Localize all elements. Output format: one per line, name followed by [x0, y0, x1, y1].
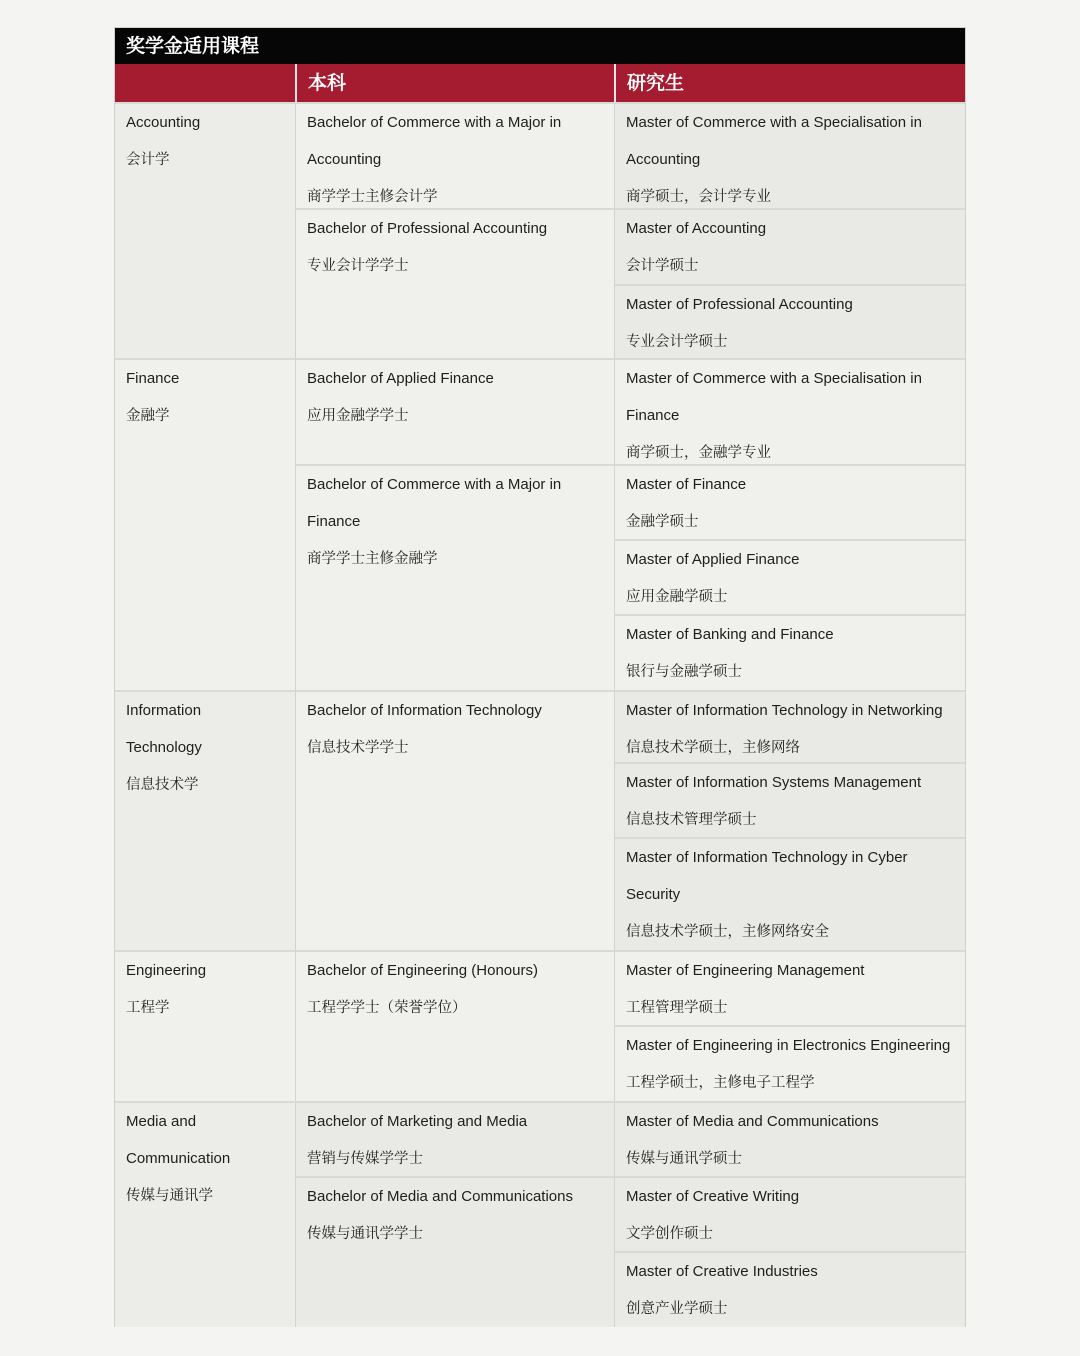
postgraduate-course-text: 信息技术管理学硕士 [626, 812, 757, 828]
postgraduate-course-cell [614, 102, 965, 208]
postgraduate-course-text: 信息技术学硕士，主修网络安全 [626, 924, 829, 940]
undergraduate-course-text: Bachelor of Professional Accounting [307, 220, 548, 237]
postgraduate-course-cell [614, 208, 965, 284]
category-text: Media and [126, 1113, 197, 1130]
postgraduate-course-text: Accounting [626, 151, 701, 168]
postgraduate-course-cell [614, 1101, 965, 1176]
undergraduate-course-cell [295, 208, 614, 358]
undergraduate-course-cell [295, 358, 614, 464]
undergraduate-course-text: 应用金融学学士 [307, 408, 409, 424]
undergraduate-course-cell [295, 102, 614, 208]
undergraduate-course-text: Bachelor of Commerce with a Major in [307, 476, 562, 493]
postgraduate-course-text: Master of Media and Communications [626, 1113, 879, 1130]
postgraduate-course-text: 传媒与通讯学硕士 [626, 1151, 742, 1167]
postgraduate-course-cell [614, 1176, 965, 1251]
category-text: Communication [126, 1150, 231, 1167]
header-postgraduate: 研究生 [614, 64, 965, 102]
postgraduate-course-text: 金融学硕士 [626, 514, 699, 530]
undergraduate-course-text: Accounting [307, 151, 382, 168]
undergraduate-course-text: 传媒与通讯学学士 [307, 1226, 423, 1242]
postgraduate-course-text: Finance [626, 407, 680, 424]
postgraduate-course-cell [614, 539, 965, 614]
undergraduate-course-text: Bachelor of Media and Communications [307, 1188, 573, 1205]
postgraduate-course-text: Master of Information Systems Management [626, 774, 922, 791]
undergraduate-course-text: 专业会计学学士 [307, 258, 409, 274]
postgraduate-course-text: Master of Finance [626, 476, 747, 493]
undergraduate-course-text: Bachelor of Marketing and Media [307, 1113, 528, 1130]
postgraduate-course-text: 工程学硕士，主修电子工程学 [626, 1075, 815, 1091]
undergraduate-course-text: 商学学士主修金融学 [307, 551, 438, 567]
header-undergraduate: 本科 [295, 64, 614, 102]
postgraduate-course-text: 专业会计学硕士 [626, 334, 728, 350]
undergraduate-course-cell [295, 1176, 614, 1327]
undergraduate-course-cell [295, 464, 614, 690]
postgraduate-course-text: Master of Applied Finance [626, 551, 800, 568]
category-text: Engineering [126, 962, 207, 979]
table-title: 奖学金适用课程 [115, 28, 965, 64]
category-text: 信息技术学 [126, 777, 199, 793]
header-category [115, 64, 295, 102]
undergraduate-course-cell [295, 950, 614, 1101]
postgraduate-course-text: Security [626, 886, 681, 903]
undergraduate-course-text: Bachelor of Commerce with a Major in [307, 114, 562, 131]
postgraduate-course-text: Master of Professional Accounting [626, 296, 853, 313]
postgraduate-course-cell [614, 614, 965, 690]
postgraduate-course-text: 银行与金融学硕士 [626, 664, 742, 680]
postgraduate-course-text: Master of Commerce with a Specialisation in [626, 114, 922, 131]
postgraduate-course-text: Master of Commerce with a Specialisation in [626, 370, 922, 387]
undergraduate-course-text: 商学学士主修会计学 [307, 189, 438, 205]
category-cell [115, 1101, 295, 1327]
postgraduate-course-text: Master of Information Technology in Cyber [626, 849, 908, 866]
undergraduate-course-text: Bachelor of Engineering (Honours) [307, 962, 538, 979]
postgraduate-course-text: 信息技术学硕士，主修网络 [626, 740, 800, 756]
postgraduate-course-text: Master of Creative Writing [626, 1188, 800, 1205]
scholarship-courses-table [114, 27, 966, 1327]
postgraduate-course-cell [614, 837, 965, 950]
undergraduate-course-cell [295, 690, 614, 950]
category-text: Information [126, 702, 202, 719]
undergraduate-course-cell [295, 1101, 614, 1176]
postgraduate-course-cell [614, 464, 965, 539]
postgraduate-course-text: Master of Banking and Finance [626, 626, 834, 643]
postgraduate-course-cell [614, 1025, 965, 1101]
postgraduate-course-text: 商学硕士，会计学专业 [626, 189, 771, 205]
postgraduate-course-text: Master of Information Technology in Networking [626, 702, 943, 719]
category-text: Finance [126, 370, 180, 387]
postgraduate-course-cell [614, 284, 965, 358]
category-cell [115, 358, 295, 690]
postgraduate-course-cell [614, 950, 965, 1025]
postgraduate-course-text: 文学创作硕士 [626, 1226, 713, 1242]
category-text: 会计学 [126, 152, 170, 168]
postgraduate-course-text: 商学硕士，金融学专业 [626, 445, 771, 461]
undergraduate-course-text: Bachelor of Applied Finance [307, 370, 494, 387]
postgraduate-course-cell [614, 358, 965, 464]
postgraduate-course-text: 工程管理学硕士 [626, 1000, 728, 1016]
postgraduate-course-text: Master of Creative Industries [626, 1263, 818, 1280]
postgraduate-course-text: 创意产业学硕士 [626, 1301, 728, 1317]
postgraduate-course-cell [614, 1251, 965, 1327]
postgraduate-course-text: Master of Accounting [626, 220, 767, 237]
category-text: 传媒与通讯学 [126, 1188, 213, 1204]
undergraduate-course-text: 工程学学士（荣誉学位） [307, 1000, 467, 1016]
category-cell [115, 950, 295, 1101]
category-text: 金融学 [126, 408, 170, 424]
postgraduate-course-text: 应用金融学硕士 [626, 589, 728, 605]
category-text: 工程学 [126, 1000, 170, 1016]
postgraduate-course-cell [614, 762, 965, 837]
postgraduate-course-text: Master of Engineering Management [626, 962, 865, 979]
header-row [115, 64, 965, 102]
undergraduate-course-text: 信息技术学学士 [307, 740, 409, 756]
category-text: Accounting [126, 114, 201, 131]
undergraduate-course-text: Finance [307, 513, 361, 530]
postgraduate-course-text: 会计学硕士 [626, 258, 699, 274]
category-cell [115, 690, 295, 950]
category-text: Technology [126, 739, 202, 756]
postgraduate-course-text: Master of Engineering in Electronics Engineering [626, 1037, 951, 1054]
undergraduate-course-text: Bachelor of Information Technology [307, 702, 542, 719]
undergraduate-course-text: 营销与传媒学学士 [307, 1151, 423, 1167]
postgraduate-course-cell [614, 690, 965, 762]
category-cell [115, 102, 295, 358]
